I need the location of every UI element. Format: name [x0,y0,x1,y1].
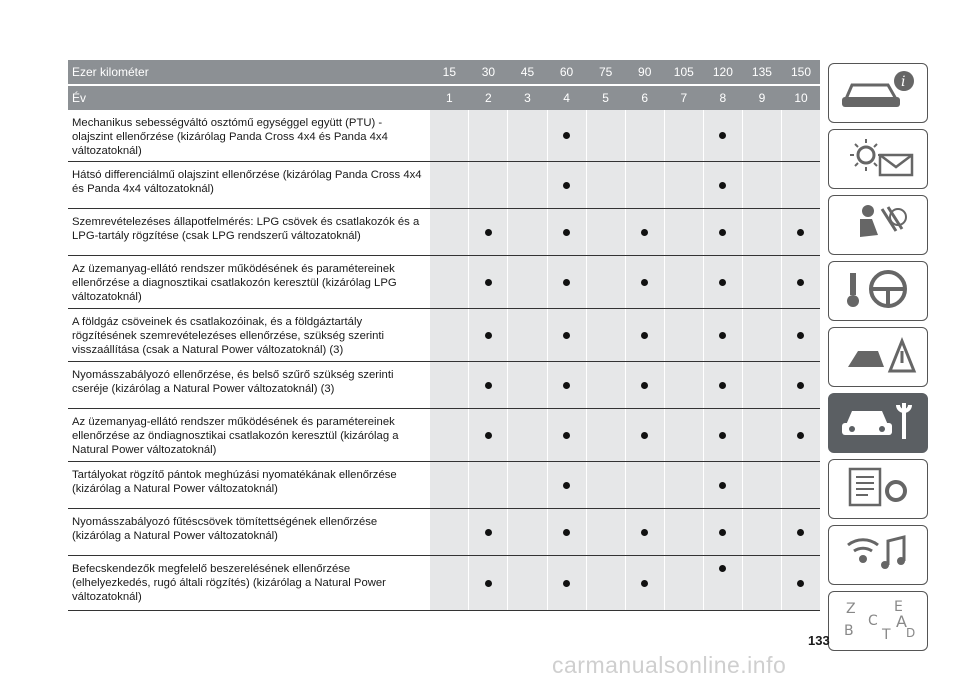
row-description: Nyomásszabályozó ellenőrzése, és belső szűrő szükség szerinti cseréje (kizárólag a Natural Power változatoknál) (3) [72,369,394,395]
schedule-cell [508,509,546,555]
svg-text:B: B [844,622,854,639]
schedule-cell [548,462,586,508]
alphabetical-index-icon [838,597,918,646]
check-dot [797,529,804,536]
schedule-cell [548,256,586,308]
schedule-cell [508,309,546,361]
check-dot [719,332,726,339]
year-col-1: 1 [445,91,453,105]
schedule-cell [508,209,546,255]
km-col-10: 150 [791,65,812,79]
chapter-tab[interactable] [828,63,928,123]
km-header-label: Ezer kilométer [72,65,149,79]
schedule-cell [430,162,468,208]
schedule-cell [430,556,468,610]
dashboard-lights-icon [838,135,918,184]
row-description: Mechanikus sebességváltó osztómű egységgel együtt (PTU) - olajszint ellenőrzése (kizárólag Panda Cross 4x4 és Panda 4x4 változatoknál) [72,117,388,157]
check-dot [797,332,804,339]
schedule-cell [469,362,507,408]
schedule-cell [743,462,781,508]
schedule-cell [626,409,664,461]
check-dot [485,529,492,536]
car-info-icon [838,69,918,118]
schedule-cell [626,462,664,508]
row-description: Tartályokat rögzítő pántok meghúzási nyomatékának ellenőrzése (kizárólag a Natural Power változatoknál) [72,469,397,495]
table-row [68,556,820,611]
check-dot [797,580,804,587]
schedule-cell [782,409,820,461]
check-dot [719,565,726,572]
km-col-6: 90 [638,65,652,79]
row-description: Az üzemanyag-ellátó rendszer működésének és paramétereinek ellenőrzése a diagnosztikai csatlakozón keresztül (kizárólag LPG változatoknál) [72,263,397,303]
schedule-cell [469,556,507,610]
check-dot [563,182,570,189]
check-dot [719,482,726,489]
chapter-tab[interactable] [828,525,928,585]
schedule-cell [587,256,625,308]
schedule-cell [430,462,468,508]
table-row [68,309,820,362]
schedule-cell [743,256,781,308]
table-row [68,256,820,309]
car-maintenance-icon [838,399,918,448]
schedule-cell [704,256,742,308]
schedule-cell [469,256,507,308]
check-dot [641,332,648,339]
table-row [68,209,820,256]
check-dot [641,580,648,587]
schedule-cell [626,256,664,308]
schedule-cell [704,462,742,508]
page-number: 133 [808,633,830,648]
year-col-2: 2 [485,91,492,105]
key-steering-wheel-icon [838,267,918,316]
schedule-cell [782,256,820,308]
svg-text:T: T [882,626,891,641]
schedule-cell [704,509,742,555]
km-col-7: 105 [673,65,694,79]
chapter-tab[interactable] [828,261,928,321]
schedule-cell [626,509,664,555]
schedule-cell [743,209,781,255]
schedule-cell [508,462,546,508]
schedule-cell [782,556,820,610]
km-col-5: 75 [598,65,613,79]
schedule-cell [469,209,507,255]
schedule-cell [430,209,468,255]
chapter-tab[interactable] [828,327,928,387]
chapter-tab[interactable] [828,459,928,519]
chapter-tab[interactable] [828,591,928,651]
check-dot [797,229,804,236]
km-col-8: 120 [712,65,733,79]
table-row [68,162,820,209]
svg-text:C: C [868,612,878,629]
year-col-6: 6 [641,91,649,105]
svg-text:i: i [901,73,906,90]
schedule-cell [587,362,625,408]
check-dot [563,580,570,587]
schedule-cell [508,256,546,308]
schedule-cell [469,509,507,555]
schedule-cell [665,309,703,361]
check-dot [719,182,726,189]
schedule-cell [430,409,468,461]
check-dot [719,132,726,139]
schedule-cell [704,209,742,255]
schedule-cell [469,309,507,361]
row-description: A földgáz csöveinek és csatlakozóinak, és a földgáztartály rögzítésének szemrevételezéses ellenőrzése, szükség szerinti visszaállítása (csak a Natural Power változatoknál) (3) [72,316,385,356]
schedule-cell [626,209,664,255]
check-dot [563,332,570,339]
schedule-cell [508,409,546,461]
schedule-cell [430,256,468,308]
row-description: Nyomásszabályozó fűtéscsövek tömítettségének ellenőrzése (kizárólag a Natural Power változatoknál) [72,516,378,542]
check-dot [641,229,648,236]
schedule-cell [548,209,586,255]
schedule-cell [430,309,468,361]
schedule-cell [508,556,546,610]
check-dot [563,482,570,489]
check-dot [563,382,570,389]
check-dot [719,529,726,536]
schedule-cell [469,110,507,161]
schedule-cell [665,162,703,208]
km-col-4: 60 [559,65,574,79]
chapter-tab[interactable] [828,195,928,255]
year-col-5: 5 [602,91,609,105]
schedule-cell [782,509,820,555]
schedule-cell [548,309,586,361]
row-description: Az üzemanyag-ellátó rendszer működésének és paramétereinek ellenőrzése az öndiagnosztikai csatlakozón keresztül (kizárólag a Natural Power változatoknál) [72,416,399,456]
table-row [68,362,820,409]
table-body [68,110,820,611]
schedule-cell [704,362,742,408]
schedule-cell [430,509,468,555]
table-row [68,462,820,509]
chapter-tab[interactable] [828,129,928,189]
check-dot [797,382,804,389]
schedule-cell [665,110,703,161]
schedule-cell [665,362,703,408]
table-row [68,110,820,162]
schedule-cell [704,409,742,461]
multimedia-icon [838,531,918,580]
row-description: Hátsó differenciálmű olajszint ellenőrzése (kizárólag Panda Cross 4x4 és Panda 4x4 változatoknál) [72,169,422,195]
check-dot [485,580,492,587]
schedule-cell [469,409,507,461]
schedule-cell [782,209,820,255]
row-description: Befecskendezők megfelelő beszerelésének ellenőrzése (elhelyezkedés, rugó általi rögzítés) (kizárólag a Natural Power változatoknál) [72,563,386,603]
schedule-cell [626,362,664,408]
svg-text:E: E [894,598,903,615]
schedule-cell [743,409,781,461]
schedule-cell [665,209,703,255]
schedule-cell [587,162,625,208]
check-dot [563,229,570,236]
schedule-cell [587,409,625,461]
schedule-cell [782,110,820,161]
schedule-cell [587,462,625,508]
check-dot [641,279,648,286]
schedule-cell [743,509,781,555]
check-dot [797,432,804,439]
schedule-cell [704,110,742,161]
chapter-sidebar [828,63,928,657]
schedule-cell [782,462,820,508]
check-dot [719,229,726,236]
schedule-cell [743,309,781,361]
schedule-cell [704,162,742,208]
schedule-cell [743,162,781,208]
year-col-9: 9 [758,91,766,105]
schedule-cell [782,309,820,361]
check-dot [485,382,492,389]
schedule-cell [430,110,468,161]
schedule-cell [665,462,703,508]
check-dot [563,529,570,536]
check-dot [563,279,570,286]
schedule-cell [548,162,586,208]
schedule-cell [548,409,586,461]
svg-text:D: D [906,625,916,640]
schedule-cell [665,256,703,308]
watermark: carmanualsonline.info [552,652,787,678]
schedule-cell [626,110,664,161]
km-col-2: 30 [481,65,496,79]
year-col-8: 8 [719,91,727,105]
schedule-cell [782,162,820,208]
year-header-row [68,86,820,110]
schedule-cell [508,162,546,208]
chapter-tab[interactable] [828,393,928,453]
check-dot [719,279,726,286]
check-dot [485,432,492,439]
km-col-1: 15 [442,65,456,79]
table-row [68,509,820,556]
check-dot [563,132,570,139]
schedule-cell [704,556,742,610]
km-col-3: 45 [520,65,535,79]
svg-text:A: A [896,611,907,631]
check-dot [719,432,726,439]
check-dot [641,529,648,536]
km-header-row [68,60,820,84]
check-dot [641,382,648,389]
schedule-cell [743,556,781,610]
row-description: Szemrevételezéses állapotfelmérés: LPG csövek és csatlakozók és a LPG-tartály rögzítése (csak LPG rendszerű változatoknál) [72,216,420,242]
table-row [68,409,820,462]
schedule-cell [430,362,468,408]
schedule-cell [665,509,703,555]
schedule-cell [665,556,703,610]
schedule-cell [508,362,546,408]
schedule-cell [587,209,625,255]
schedule-cell [626,162,664,208]
check-dot [485,332,492,339]
technical-data-icon [838,465,918,514]
maintenance-table [68,60,820,611]
schedule-cell [548,362,586,408]
schedule-cell [587,309,625,361]
check-dot [641,432,648,439]
schedule-cell [626,556,664,610]
schedule-cell [782,362,820,408]
svg-text:Z: Z [846,600,856,617]
year-col-4: 4 [563,91,570,105]
schedule-cell [587,509,625,555]
km-col-9: 135 [751,65,772,79]
check-dot [797,279,804,286]
check-dot [485,229,492,236]
schedule-cell [548,556,586,610]
schedule-cell [704,309,742,361]
schedule-cell [548,509,586,555]
airbag-seat-icon [838,201,918,250]
year-header-label: Év [72,91,87,105]
schedule-cell [469,462,507,508]
schedule-cell [743,110,781,161]
check-dot [563,432,570,439]
schedule-cell [743,362,781,408]
schedule-cell [508,110,546,161]
year-col-3: 3 [524,91,531,105]
emergency-warning-icon [838,333,918,382]
schedule-cell [469,162,507,208]
check-dot [485,279,492,286]
check-dot [719,382,726,389]
schedule-cell [665,409,703,461]
schedule-cell [587,556,625,610]
schedule-cell [626,309,664,361]
schedule-cell [548,110,586,161]
year-col-10: 10 [794,91,808,105]
schedule-cell [587,110,625,161]
year-col-7: 7 [680,91,688,105]
